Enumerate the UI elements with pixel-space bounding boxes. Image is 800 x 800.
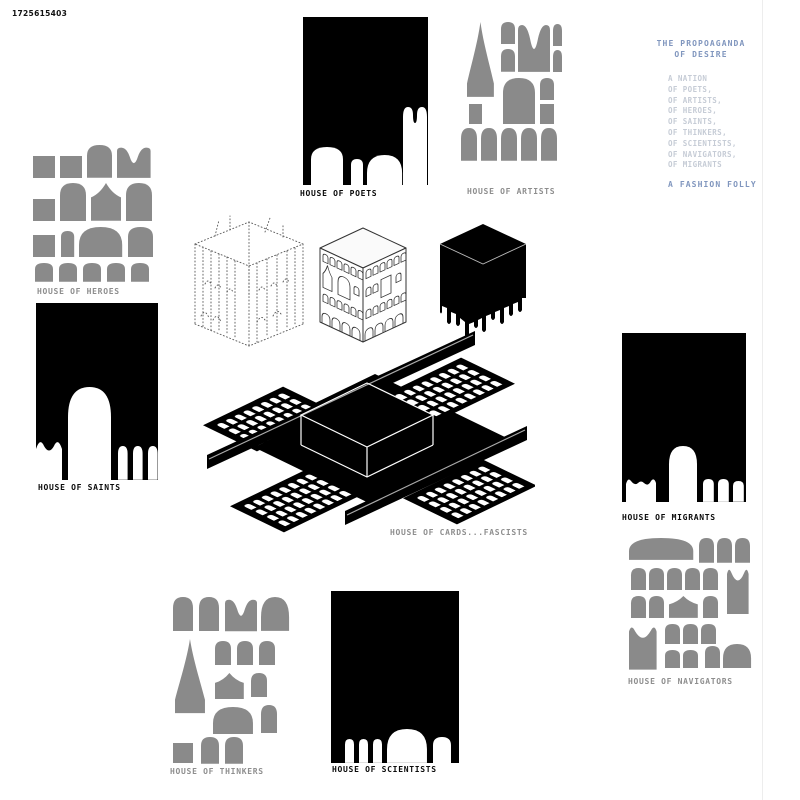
manifesto-line: A NATION [668, 74, 708, 83]
house-of-heroes-motif [33, 145, 160, 282]
thinkers-motif-icon [167, 597, 290, 764]
manifesto-line: OF HEROES, [668, 106, 718, 116]
title-line-1: THE PROPOAGANDA [656, 39, 746, 48]
right-edge-line [762, 0, 763, 800]
black-cube-icon [432, 218, 534, 340]
house-of-thinkers-label: HOUSE OF THINKERS [170, 767, 264, 776]
navigators-motif-icon [627, 538, 752, 673]
house-of-poets-label: HOUSE OF POETS [300, 189, 378, 198]
poster-title [642, 38, 760, 60]
manifesto-line: OF SCIENTISTS, [668, 138, 737, 148]
poster-subtitle: A FASHION FOLLY [668, 180, 757, 189]
house-of-navigators-label: HOUSE OF NAVIGATORS [628, 677, 733, 686]
manifesto-line: OF POETS, [668, 84, 713, 94]
house-of-artists-label: HOUSE OF ARTISTS [467, 187, 556, 196]
poets-motif-icon [303, 17, 428, 185]
house-of-poets-motif [303, 17, 428, 185]
title-line-2: OF DESIRE [674, 50, 728, 59]
house-of-cards-label: HOUSE OF CARDS...FASCISTS [390, 528, 528, 537]
house-of-scientists-label: HOUSE OF SCIENTISTS [332, 765, 437, 774]
heroes-motif-icon [33, 145, 160, 282]
manifesto-line: OF MIGRANTS [668, 160, 723, 170]
house-of-navigators-motif [627, 538, 752, 673]
saints-motif-icon [36, 303, 158, 480]
artists-motif-icon [455, 22, 562, 162]
house-of-saints-motif [36, 303, 158, 480]
house-of-cards-assembly [195, 325, 535, 540]
house-of-scientists-motif [331, 591, 459, 763]
house-of-migrants-label: HOUSE OF MIGRANTS [622, 513, 716, 522]
house-of-saints-label: HOUSE OF SAINTS [38, 483, 121, 492]
house-of-migrants-motif [622, 333, 746, 502]
manifesto-line: OF THINKERS, [668, 127, 727, 137]
black-cube-drawing [432, 218, 534, 340]
manifesto-line: OF NAVIGATORS, [668, 149, 737, 159]
manifesto-list [668, 74, 737, 171]
cards-assembly-icon [195, 325, 535, 540]
manifesto-line: OF ARTISTS, [668, 95, 723, 105]
house-of-heroes-label: HOUSE OF HEROES [37, 287, 120, 296]
manifesto-line: OF SAINTS, [668, 117, 718, 127]
migrants-motif-icon [622, 333, 746, 502]
timestamp: 1725615403 [12, 9, 68, 18]
scientists-motif-icon [331, 591, 459, 763]
house-of-artists-motif [455, 22, 562, 162]
house-of-thinkers-motif [167, 597, 290, 764]
